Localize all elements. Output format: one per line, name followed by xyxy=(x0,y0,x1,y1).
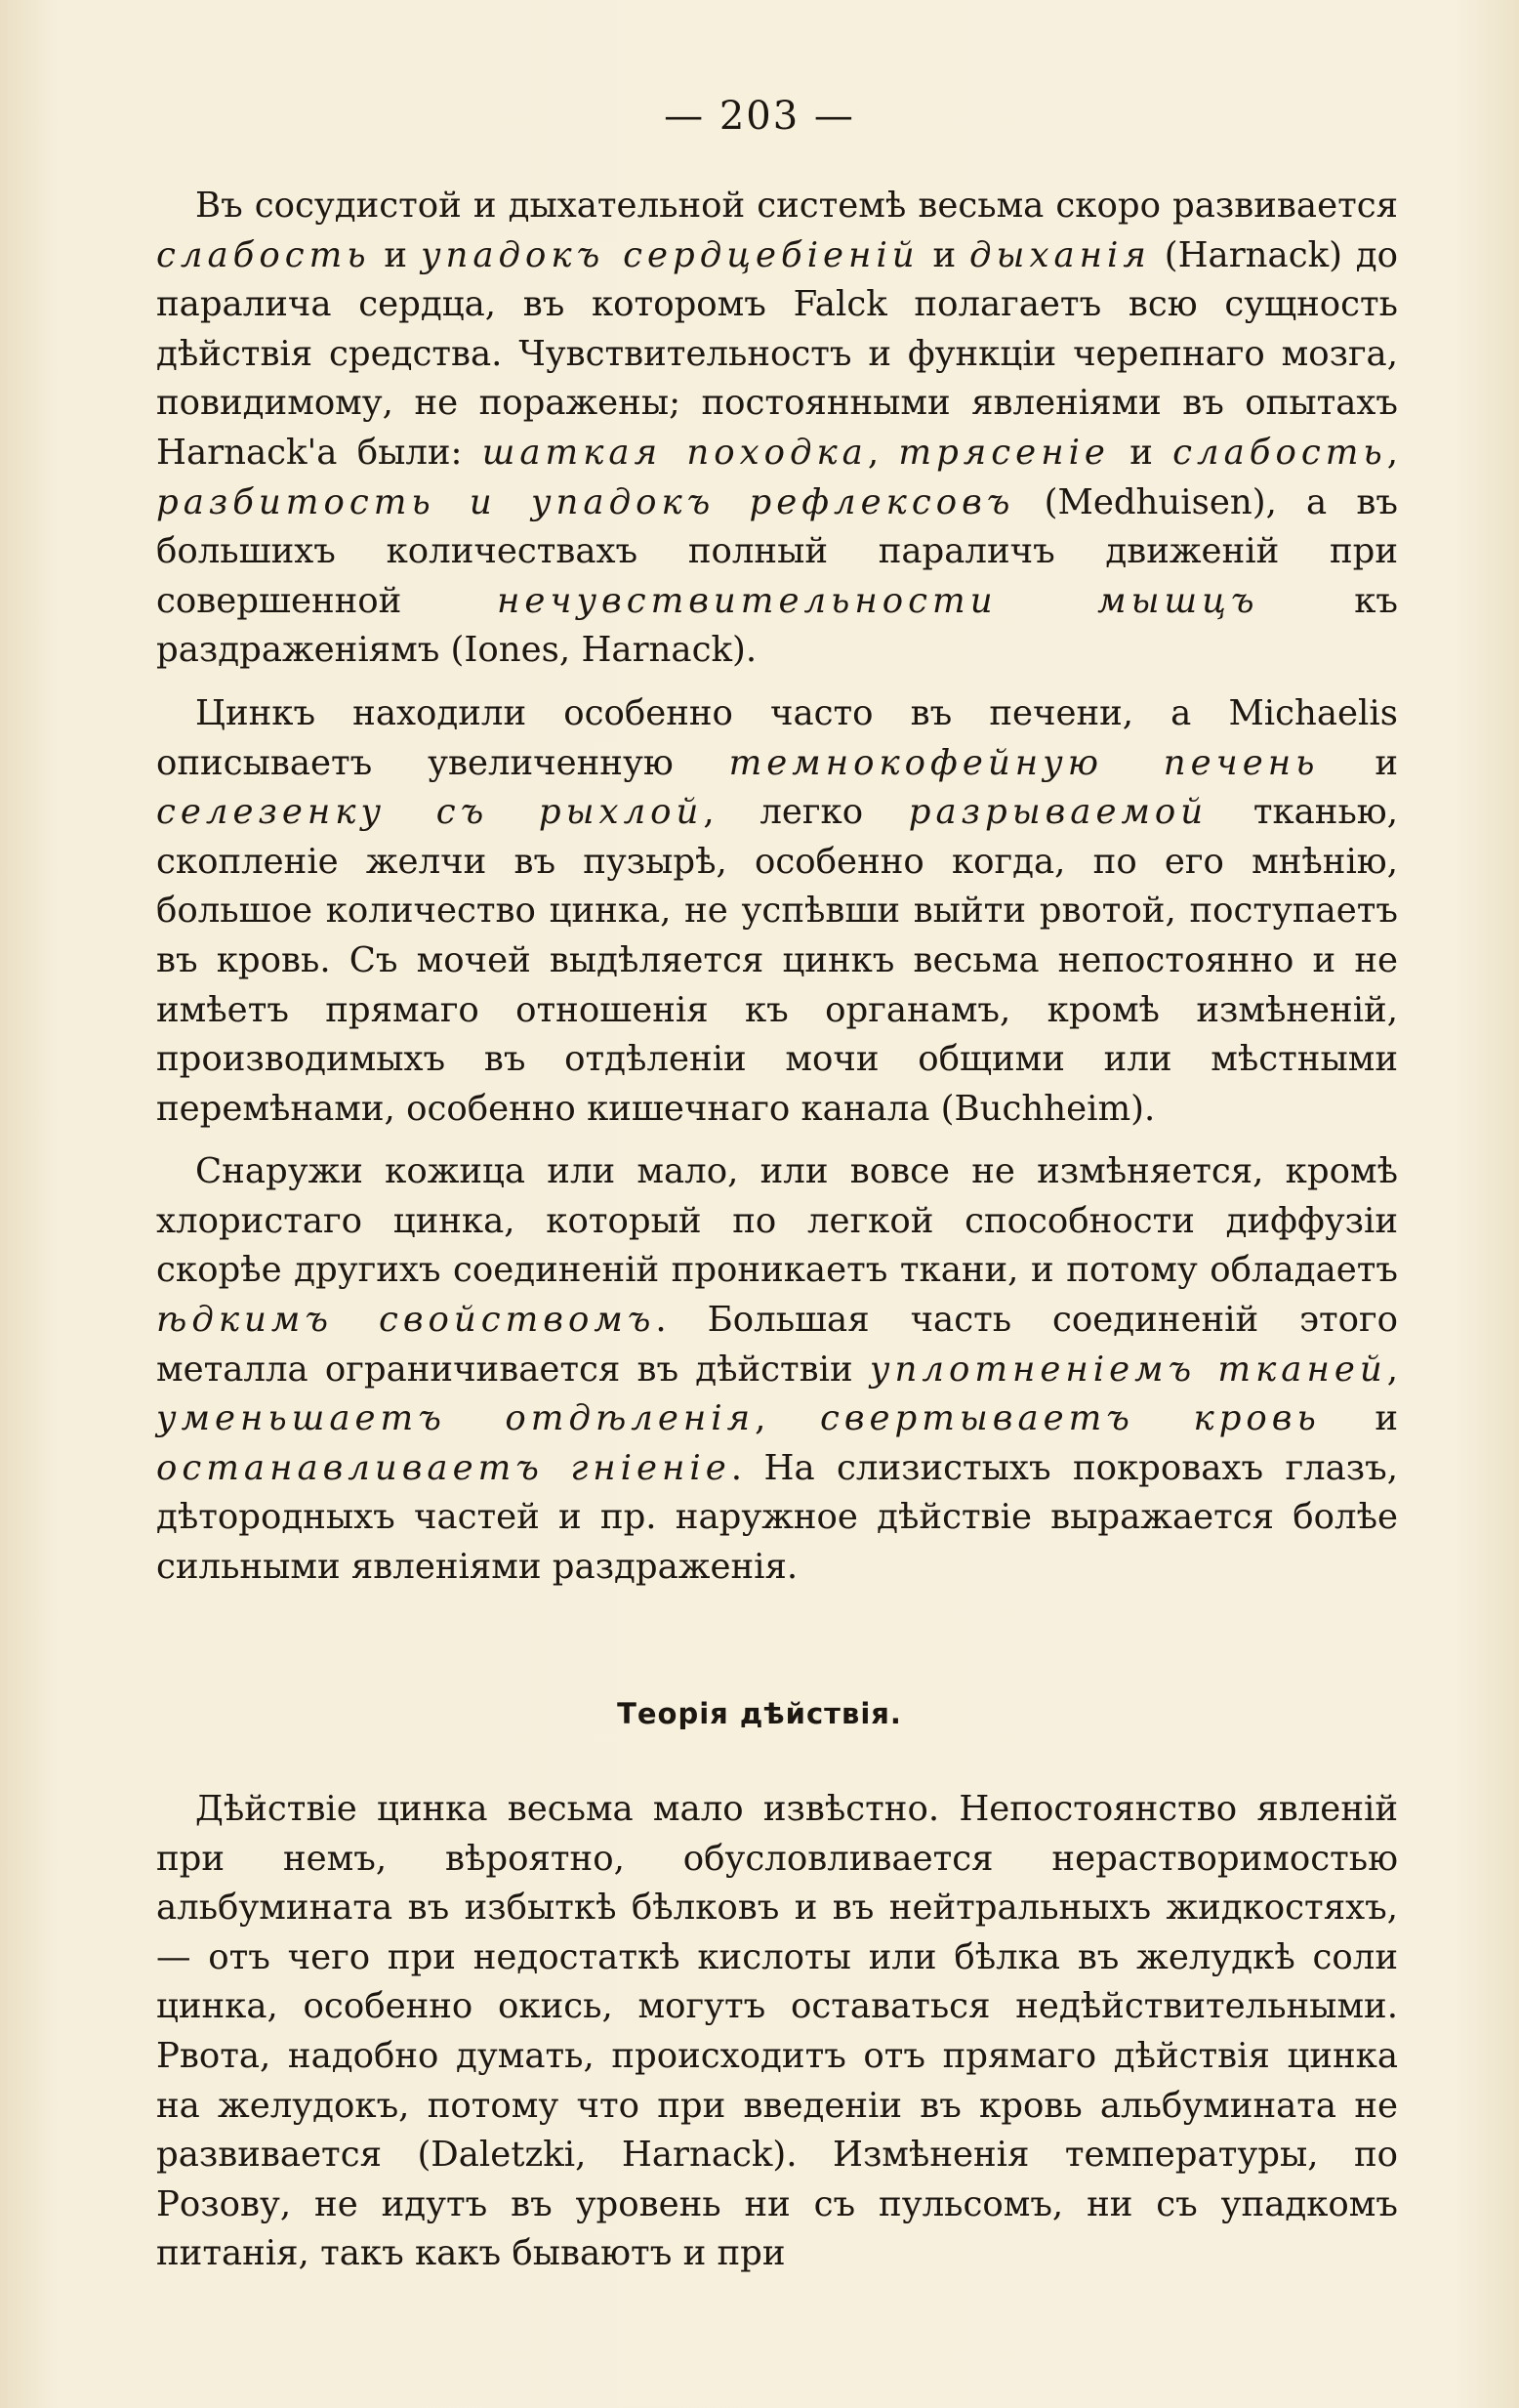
emphasis-text: дыханія xyxy=(969,234,1151,275)
emphasis-text: разбитость и упадокъ рефлексовъ xyxy=(156,481,1015,522)
paragraph: Дѣйствіе цинка весьма мало извѣстно. Непостоянство явленій при немъ, вѣроятно, обусловливается нерастворимостью альбумината въ избыткѣ бѣлковъ и въ нейтральныхъ жидкостяхъ, — отъ чего при недостаткѣ кислоты или бѣлка въ желудкѣ соли цинка, особенно окись, могутъ оставаться недѣйствительными. Рвота, надобно думать, происходитъ отъ прямаго дѣйствія цинка на желудокъ, потому что при введеніи въ кровь альбумината не развивается (Daletzki, Harnack). Измѣненія температуры, по Розову, не идутъ въ уровень ни съ пульсомъ, ни съ упадкомъ питанія, такъ какъ бываютъ и при xyxy=(156,1789,1398,2274)
paragraph: Снаружи кожица или мало, или вовсе не измѣняется, кромѣ хлористаго цинка, который по легкой способности диффузіи скорѣе другихъ соединеній проникаетъ ткани, и потому обладаетъ ѣдкимъ свойствомъ. Большая часть соединеній этого металла ограничивается въ дѣйствіи уплотненіемъ тканей, уменьшаетъ отдѣленія, свертываетъ кровь и останавливаетъ гніеніе. На слизистыхъ покровахъ глазъ, дѣтородныхъ частей и пр. наружное дѣйствіе выражается болѣе сильными явленіями раздраженія. xyxy=(156,1151,1399,1588)
emphasis-text: разрываемой xyxy=(908,792,1209,833)
emphasis-text: ѣдкимъ свойствомъ xyxy=(156,1300,656,1341)
emphasis-text: шаткая походка xyxy=(481,432,868,473)
emphasis-text: слабость xyxy=(156,234,371,275)
paragraph: Въ сосудистой и дыхательной системѣ весьма скоро развивается слабость и упадокъ сердцебіеній и дыханія (Harnack) до паралича сердца, въ которомъ Falck полагаетъ всю сущность дѣйствія средства. Чувствительностъ и функціи черепнаго мозга, повидимому, не поражены; постоянными явленіями въ опытахъ Harnack'a были: шаткая походка, трясеніе и слабость, разбитость и упадокъ рефлексовъ (Medhuisen), а въ большихъ количествахъ полный параличъ движеній при совершенной нечувствительности мышцъ къ раздраженіямъ (Iones, Harnack). xyxy=(156,186,1399,671)
text-block-bottom xyxy=(156,1785,1398,2293)
emphasis-text: уменьшаетъ отдѣленія xyxy=(156,1398,756,1439)
paragraph: Цинкъ находили особенно часто въ печени, а Michaelis описываетъ увеличенную темнокофейную печень и селезенку съ рыхлой, легко разрываемой тканью, скопленіе желчи въ пузырѣ, особенно когда, по его мнѣнію, большое количество цинка, не успѣвши выйти рвотой, поступаетъ въ кровь. Съ мочей выдѣляется цинкъ весьма непостоянно и не имѣетъ прямаго отношенія къ органамъ, кромѣ измѣненій, производимыхъ въ отдѣленіи мочи общими или мѣстными перемѣнами, особенно кишечнаго канала (Buchheim). xyxy=(156,692,1398,1129)
section-heading: Теорія дѣйствія. xyxy=(617,1697,902,1730)
text-block-top xyxy=(156,182,1398,1606)
emphasis-text: селезенку съ рыхлой xyxy=(156,792,704,833)
emphasis-text: свертываетъ кровь xyxy=(819,1398,1321,1439)
emphasis-text: уплотненіемъ тканей xyxy=(869,1349,1387,1390)
emphasis-text: слабость xyxy=(1172,432,1387,473)
emphasis-text: упадокъ сердцебіеній xyxy=(420,234,920,275)
emphasis-text: нечувствительности мышцъ xyxy=(496,580,1259,621)
page-number: — 203 — xyxy=(664,94,855,139)
emphasis-text: трясеніе xyxy=(898,432,1110,473)
emphasis-text: останавливаетъ гніеніе xyxy=(156,1447,731,1488)
emphasis-text: темнокофейную печень xyxy=(728,742,1320,783)
